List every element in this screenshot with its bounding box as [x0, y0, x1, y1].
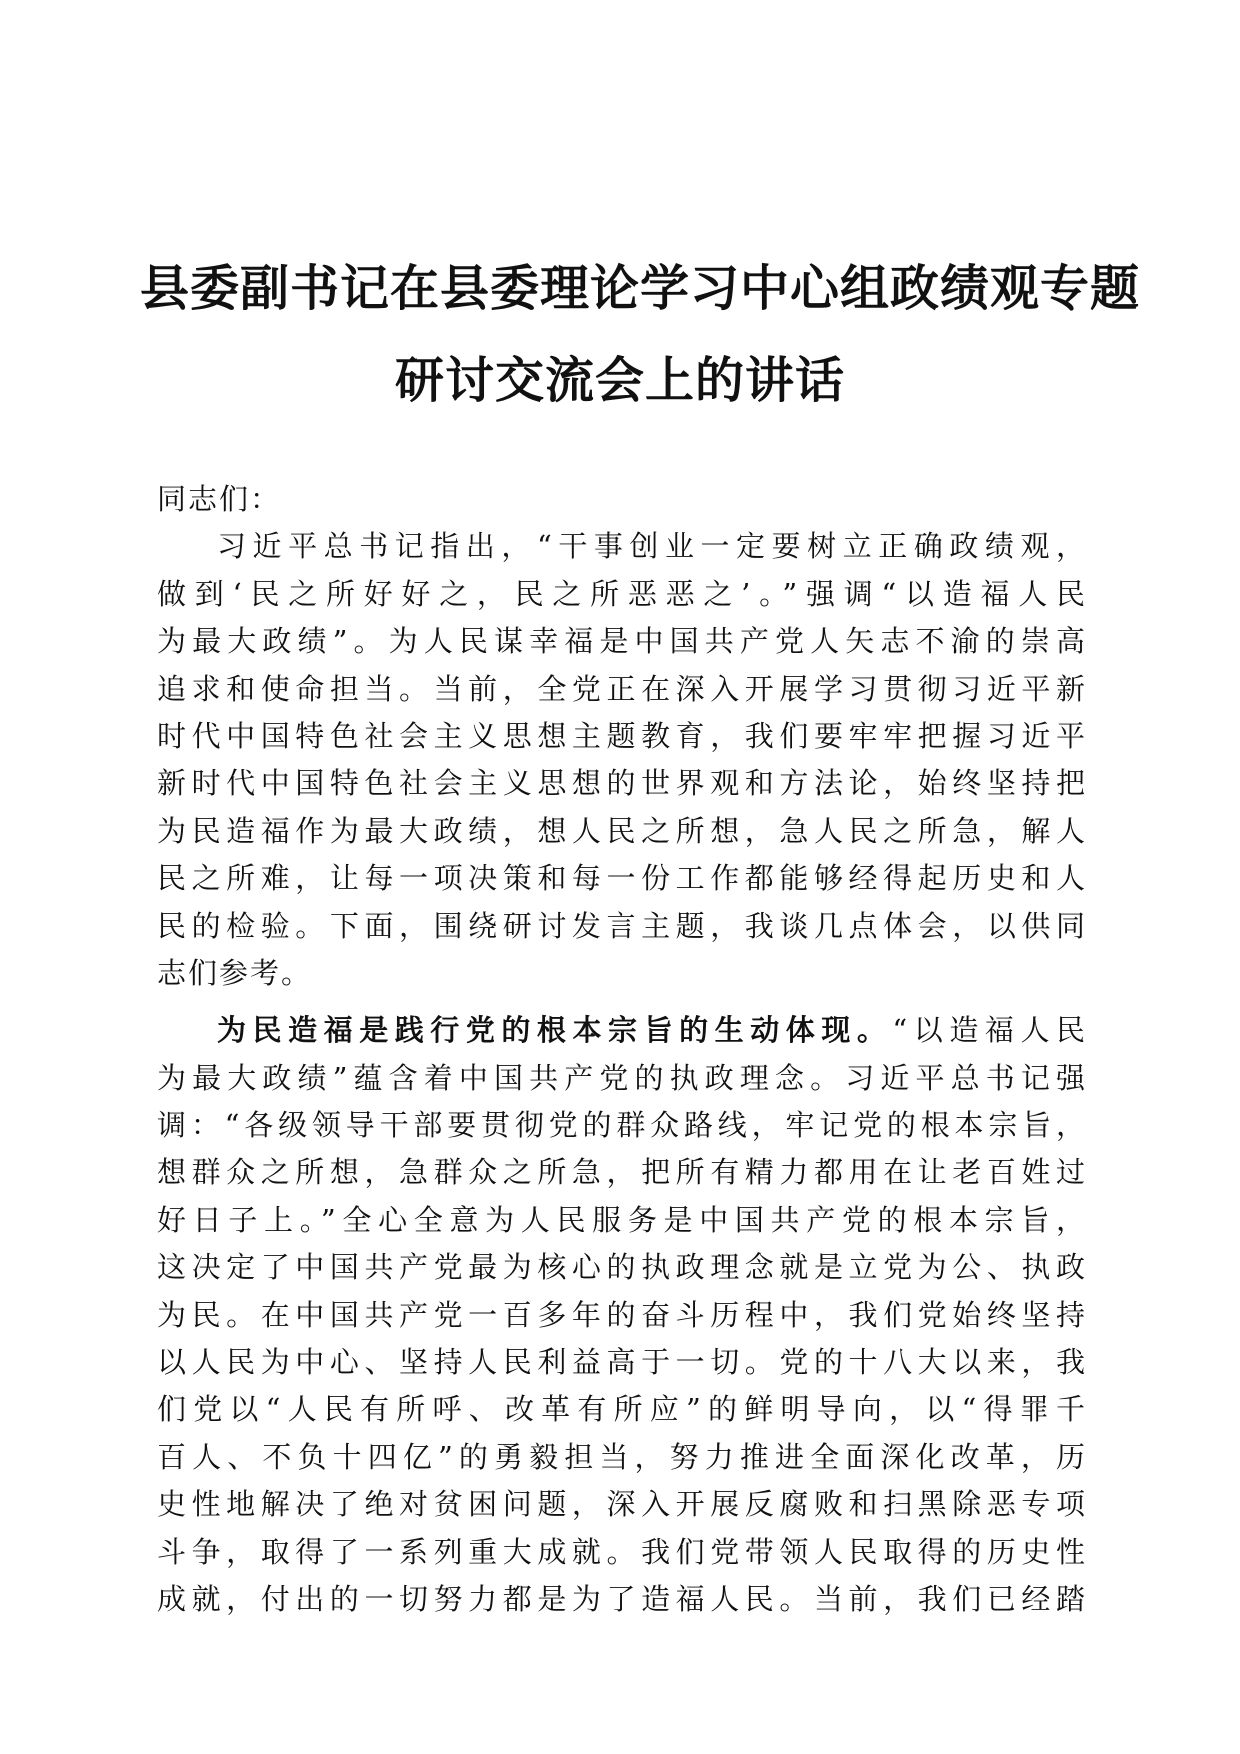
document-title-line-2: 研讨交流会上的讲话 [394, 351, 845, 409]
paragraph-1-line: 时代中国特色社会主义思想主题教育，我们要牢牢把握习近平 [157, 718, 1087, 753]
paragraph-2-line: 调：“各级领导干部要贯彻党的群众路线，牢记党的根本宗旨， [157, 1108, 1087, 1143]
paragraph-2-line: 成就，付出的一切努力都是为了造福人民。当前，我们已经踏 [157, 1581, 1087, 1616]
paragraph-1 [157, 523, 1087, 997]
paragraph-1-line: 新时代中国特色社会主义思想的世界观和方法论，始终坚持把 [157, 766, 1087, 801]
paragraph-1-line: 为民造福作为最大政绩，想人民之所想，急人民之所急，解人 [157, 813, 1087, 848]
paragraph-2 [157, 1007, 1087, 1623]
paragraph-1-line: 为最大政绩”。为人民谋幸福是中国共产党人矢志不渝的崇高 [157, 624, 1087, 659]
paragraph-2-line: 为最大政绩”蕴含着中国共产党的执政理念。习近平总书记强 [157, 1060, 1087, 1095]
paragraph-2-line: 百人、不负十四亿”的勇毅担当，努力推进全面深化改革，历 [157, 1439, 1087, 1474]
paragraph-1-line: 追求和使命担当。当前，全党正在深入开展学习贯彻习近平新 [157, 671, 1087, 706]
paragraph-1-line: 志们参考。 [157, 955, 313, 990]
paragraph-2-line: 这决定了中国共产党最为核心的执政理念就是立党为公、执政 [157, 1250, 1087, 1285]
paragraph-2-line: 想群众之所想，急群众之所急，把所有精力都用在让老百姓过 [157, 1155, 1087, 1190]
paragraph-1-line: 民的检验。下面，围绕研讨发言主题，我谈几点体会，以供同 [157, 908, 1087, 943]
paragraph-2-line: 好日子上。”全心全意为人民服务是中国共产党的根本宗旨， [157, 1202, 1087, 1237]
paragraph-1-line: 习近平总书记指出，“干事创业一定要树立正确政绩观， [217, 529, 1087, 564]
paragraph-2-line: 们党以“人民有所呼、改革有所应”的鲜明导向，以“得罪千 [157, 1392, 1087, 1427]
paragraph-1-line: 民之所难，让每一项决策和每一份工作都能够经得起历史和人 [157, 861, 1087, 896]
paragraph-2-line: 史性地解决了绝对贫困问题，深入开展反腐败和扫黑除恶专项 [157, 1487, 1087, 1522]
paragraph-2-line: 为民。在中国共产党一百多年的奋斗历程中，我们党始终坚持 [157, 1297, 1087, 1332]
paragraph-2-first-line-rest: “以造福人民 [892, 1013, 1087, 1048]
paragraph-2-first-line [157, 1007, 1087, 1054]
paragraph-1-line: 做到‘民之所好好之，民之所恶恶之’。”强调“以造福人民 [157, 576, 1087, 611]
document-title-line-1: 县委副书记在县委理论学习中心组政绩观专题 [140, 259, 1141, 317]
document-body [157, 476, 1087, 1623]
paragraph-2-line: 斗争，取得了一系列重大成就。我们党带领人民取得的历史性 [157, 1534, 1087, 1569]
paragraph-2-line: 以人民为中心、坚持人民利益高于一切。党的十八大以来，我 [157, 1345, 1087, 1380]
paragraph-2-heading: 为民造福是践行党的根本宗旨的生动体现。 [217, 1013, 893, 1048]
salutation: 同志们： [157, 482, 282, 516]
